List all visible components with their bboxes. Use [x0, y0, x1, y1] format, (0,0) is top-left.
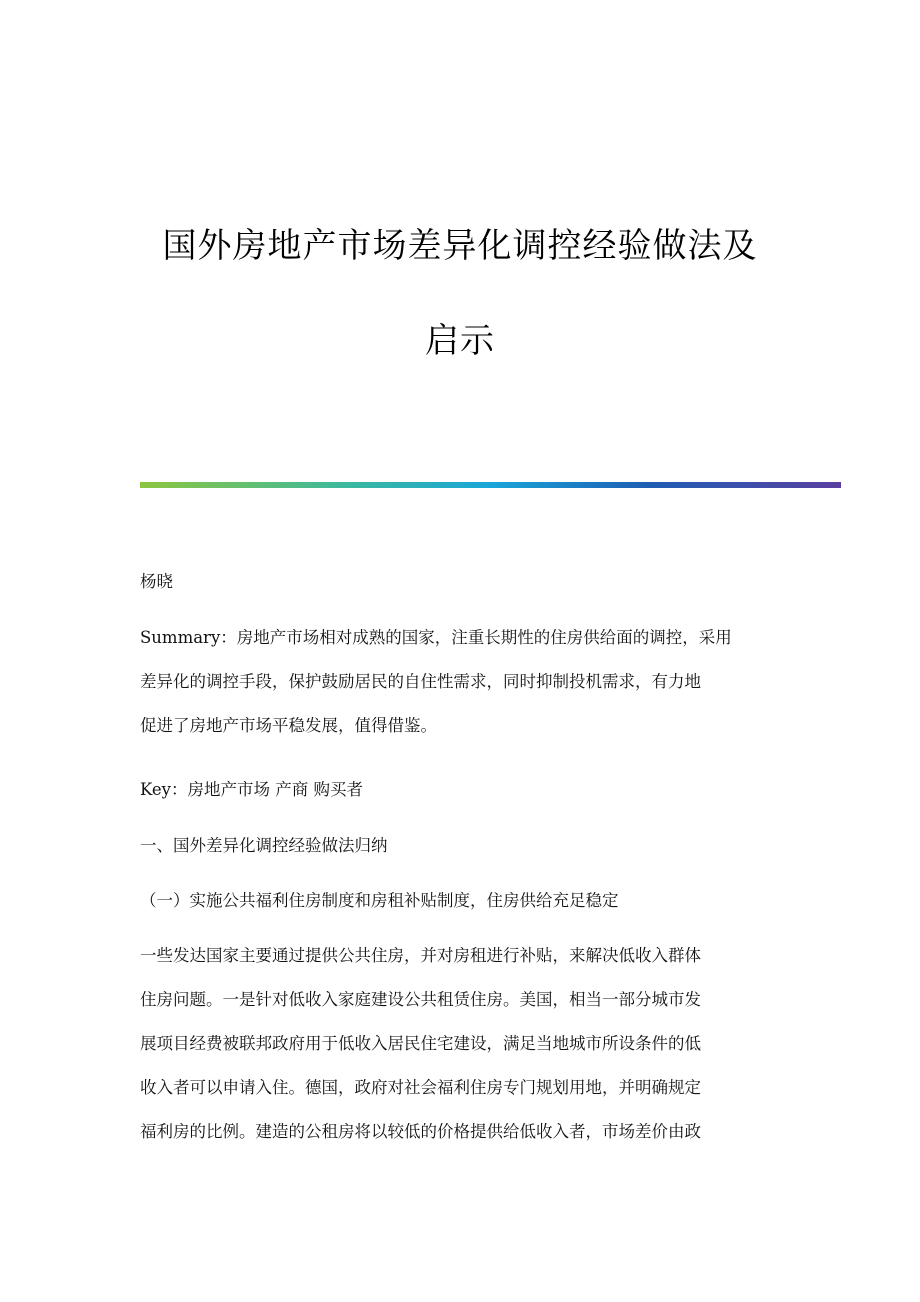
- gradient-divider: [140, 482, 841, 488]
- summary-paragraph: [140, 626, 780, 758]
- summary-line: 差异化的调控手段，保护鼓励居民的自住性需求，同时抑制投机需求，有力地: [140, 672, 701, 691]
- body-line: 展项目经费被联邦政府用于低收入居民住宅建设，满足当地城市所设条件的低: [140, 1034, 701, 1053]
- section-heading: 一、国外差异化调控经验做法归纳: [140, 836, 388, 855]
- author-name: 杨晓: [140, 572, 173, 591]
- subsection-heading: （一）实施公共福利住房制度和房租补贴制度，住房供给充足稳定: [140, 891, 619, 910]
- body-line: 福利房的比例。建造的公租房将以较低的价格提供给低收入者，市场差价由政: [140, 1122, 701, 1141]
- summary-line: 促进了房地产市场平稳发展，值得借鉴。: [140, 716, 437, 735]
- body-line: 住房问题。一是针对低收入家庭建设公共租赁住房。美国，相当一部分城市发: [140, 990, 701, 1009]
- summary-line: Summary：房地产市场相对成熟的国家，注重长期性的住房供给面的调控，采用: [140, 628, 732, 647]
- document-title-line-1: 国外房地产市场差异化调控经验做法及: [162, 226, 758, 266]
- body-line: 收入者可以申请入住。德国，政府对社会福利住房专门规划用地，并明确规定: [140, 1078, 701, 1097]
- keywords-line: Key：房地产市场 产商 购买者: [140, 780, 363, 799]
- body-line: 一些发达国家主要通过提供公共住房，并对房租进行补贴，来解决低收入群体: [140, 946, 701, 965]
- body-paragraph: [140, 944, 780, 1164]
- document-title-line-2: 启示: [425, 321, 495, 361]
